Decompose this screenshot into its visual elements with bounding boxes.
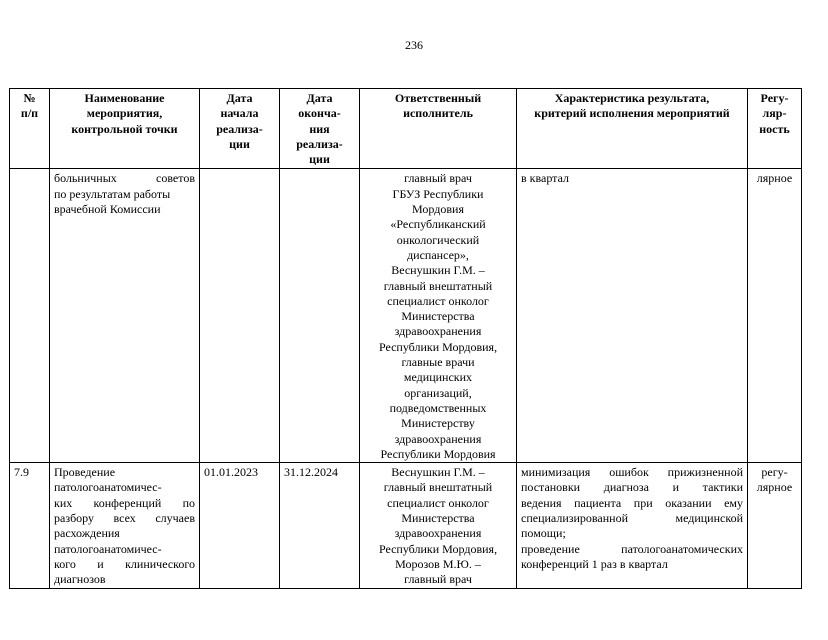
cell-name: Проведение патологоанатомичес- ких конференций по разбору всех случаев расхождения патологоанатомичес- кого и клинического диагнозов xyxy=(50,463,200,588)
header-end-date: Дата оконча- ния реализа- ции xyxy=(280,89,360,169)
header-start-date: Дата начала реализа- ции xyxy=(200,89,280,169)
header-result: Характеристика результата, критерий исполнения мероприятий xyxy=(517,89,748,169)
table-header-row xyxy=(10,89,802,169)
header-num: № п/п xyxy=(10,89,50,169)
header-name: Наименование мероприятия, контрольной точки xyxy=(50,89,200,169)
cell-num: 7.9 xyxy=(10,463,50,588)
cell-responsible: Веснушкин Г.М. – главный внештатный специалист онколог Министерства здравоохранения Республики Мордовия, Морозов М.Ю. – главный врач xyxy=(360,463,517,588)
table-row xyxy=(10,463,802,588)
header-regularity: Регу- ляр- ность xyxy=(748,89,802,169)
cell-regularity: регу- лярное xyxy=(748,463,802,588)
cell-result: в квартал xyxy=(517,169,748,463)
cell-end-date xyxy=(280,169,360,463)
page-number: 236 xyxy=(405,38,423,52)
cell-name: больничных советов по результатам работы врачебной Комиссии xyxy=(50,169,200,463)
table-row xyxy=(10,169,802,463)
cell-start-date: 01.01.2023 xyxy=(200,463,280,588)
cell-responsible: главный врач ГБУЗ Республики Мордовия «Республиканский онкологический диспансер», Веснушкин Г.М. – главный внештатный специалист онколог Министерства здравоохранения Республики Мордовия, главные врачи медицинских организаций, подведомственных Министерству здравоохранения Республики Мордовия xyxy=(360,169,517,463)
header-responsible: Ответственный исполнитель xyxy=(360,89,517,169)
cell-result: минимизация ошибок прижизненной постановки диагноза и тактики ведения пациента при оказании ему специализированной медицинской помощи; проведение патологоанатомических конференций 1 раз в квартал xyxy=(517,463,748,588)
activities-table xyxy=(9,88,802,589)
cell-end-date: 31.12.2024 xyxy=(280,463,360,588)
cell-num xyxy=(10,169,50,463)
cell-regularity: лярное xyxy=(748,169,802,463)
cell-start-date xyxy=(200,169,280,463)
